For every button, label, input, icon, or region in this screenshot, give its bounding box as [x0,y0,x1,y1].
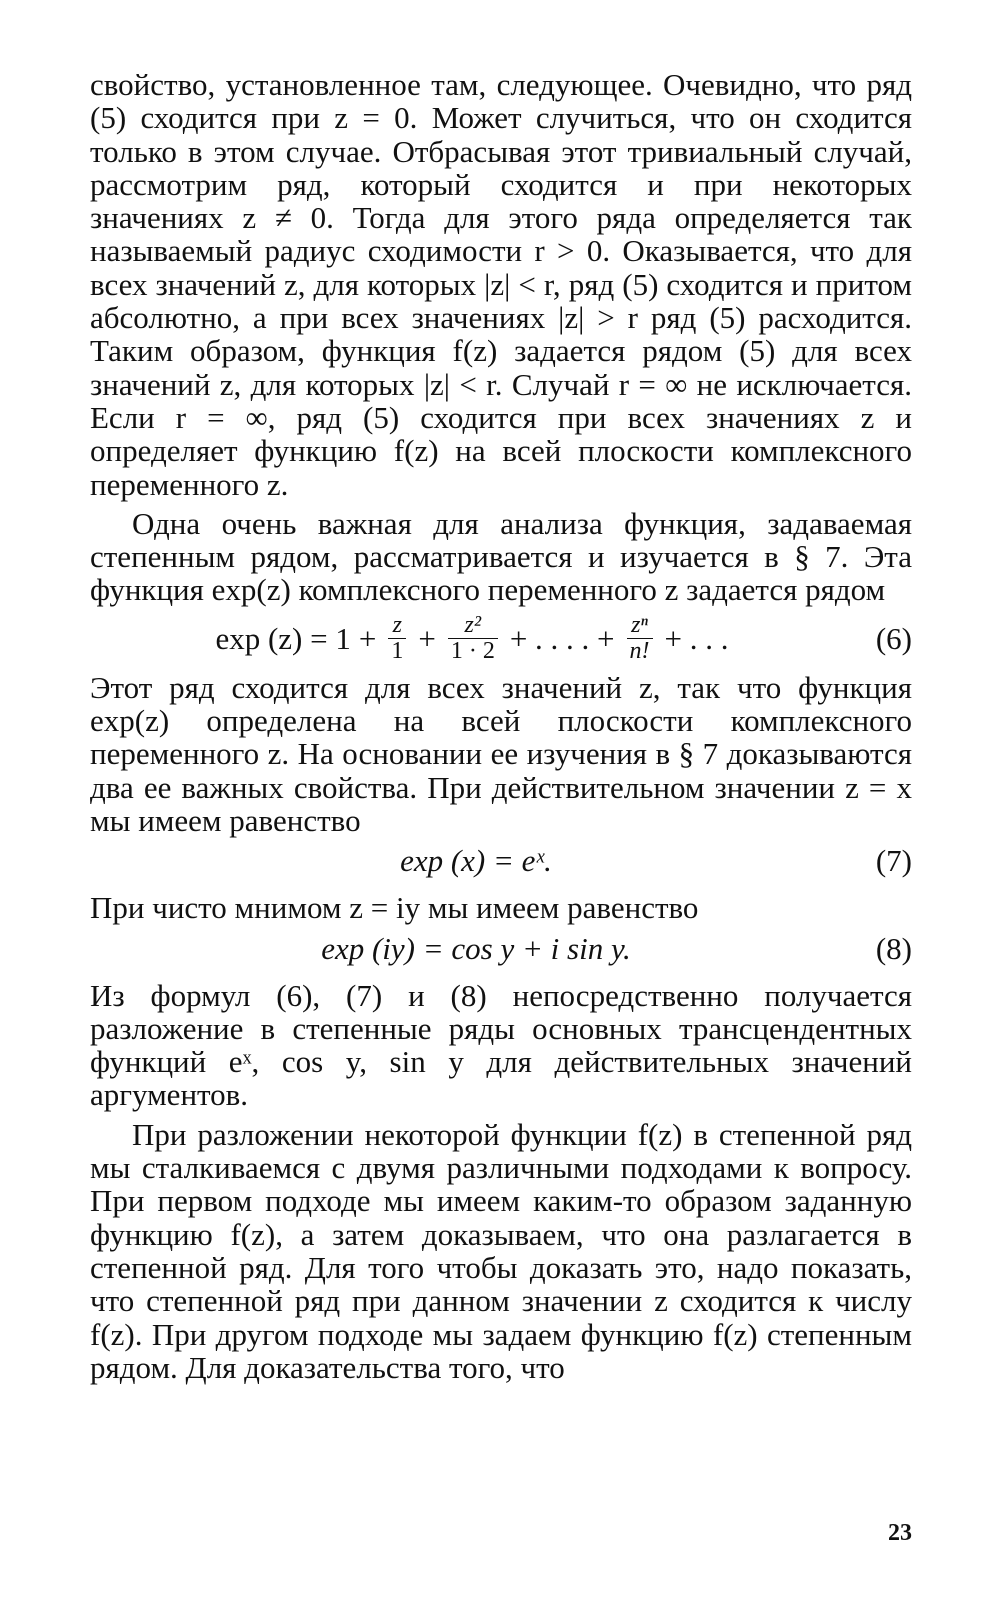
paragraph-5: Из формул (6), (7) и (8) непосредственно получается разложение в степенные ряды основных трансцендентных функций eˣ, cos y, sin y для действительных значений аргументов. [90,977,912,1113]
equation-7-body: exp (x) = eˣ. [400,843,552,879]
page-body [90,68,912,1384]
eq6-lhs: exp (z) = 1 [215,620,351,656]
equation-6-number: (6) [875,620,912,656]
eq6-plus-1: + [358,620,377,656]
equation-7 [90,837,912,885]
eq6-tail: + . . . [664,620,729,656]
eq6-term-n [627,613,653,664]
equation-6-body [90,607,862,671]
eq6-term-2-num: z² [464,612,482,639]
eq6-dots: + . . . . + [509,620,615,656]
eq6-term-2-den: 1 · 2 [448,638,498,664]
paragraph-4: При чисто мнимом z = iy мы имеем равенство [90,890,699,926]
equation-8 [90,925,912,973]
equation-6 [90,607,912,671]
eq6-term-1 [388,613,406,664]
equation-8-number: (8) [875,930,912,966]
eq6-plus-2: + [418,620,436,656]
paragraph-1: свойство, установленное там, следующее. Очевидно, что ряд (5) сходится при z = 0. Может случиться, что он сходится только в этом случае. Отбрасывая этот тривиальный случай, рассмотрим ряд, который сходится и при некоторых значениях z ≠ 0. Тогда для этого ряда определяется так называемый радиус сходимости r > 0. Оказывается, что для всех значений z, для которых |z| < r, ряд (5) сходится и притом абсолютно, а при всех значениях |z| > r ряд (5) расходится. Таким образом, функция f(z) задается рядом (5) для всех значений z, для которых |z| < r. Случай r = ∞ не исключается. Если r = ∞, ряд (5) сходится при всех значениях z и определяет функцию f(z) на всей плоскости комплексного переменного z. [90,67,912,502]
eq6-term-1-den: 1 [388,638,406,664]
eq6-term-2 [448,613,498,664]
eq6-term-1-num: z [392,612,403,639]
equation-7-number: (7) [875,843,912,879]
eq6-term-n-den: n! [627,638,653,664]
paragraph-2: Одна очень важная для анализа функция, задаваемая степенным рядом, рассматривается и изучается в § 7. Эта функция exp(z) комплексного переменного z задается рядом [90,505,912,608]
paragraph-6: При разложении некоторой функции f(z) в степенной ряд мы сталкиваемся с двумя различными подходами к вопросу. При первом подходе мы имеем каким-то образом заданную функцию f(z), а затем доказываем, что она разлагается в степенной ряд. Для того чтобы доказать это, надо показать, что степенной ряд при данном значении z сходится к числу f(z). При другом подходе мы задаем функцию f(z) степенным рядом. Для доказательства того, что [90,1116,912,1385]
page-number: 23 [888,1520,912,1546]
paragraph-3: Этот ряд сходится для всех значений z, так что функция exp(z) определена на всей плоскости комплексного переменного z. На основании ее изучения в § 7 доказываются два ее важных свойства. При действительном значении z = x мы имеем равенство [90,669,912,838]
eq6-term-n-num: zⁿ [631,612,648,639]
equation-8-body: exp (iy) = cos y + i sin y. [321,930,631,966]
